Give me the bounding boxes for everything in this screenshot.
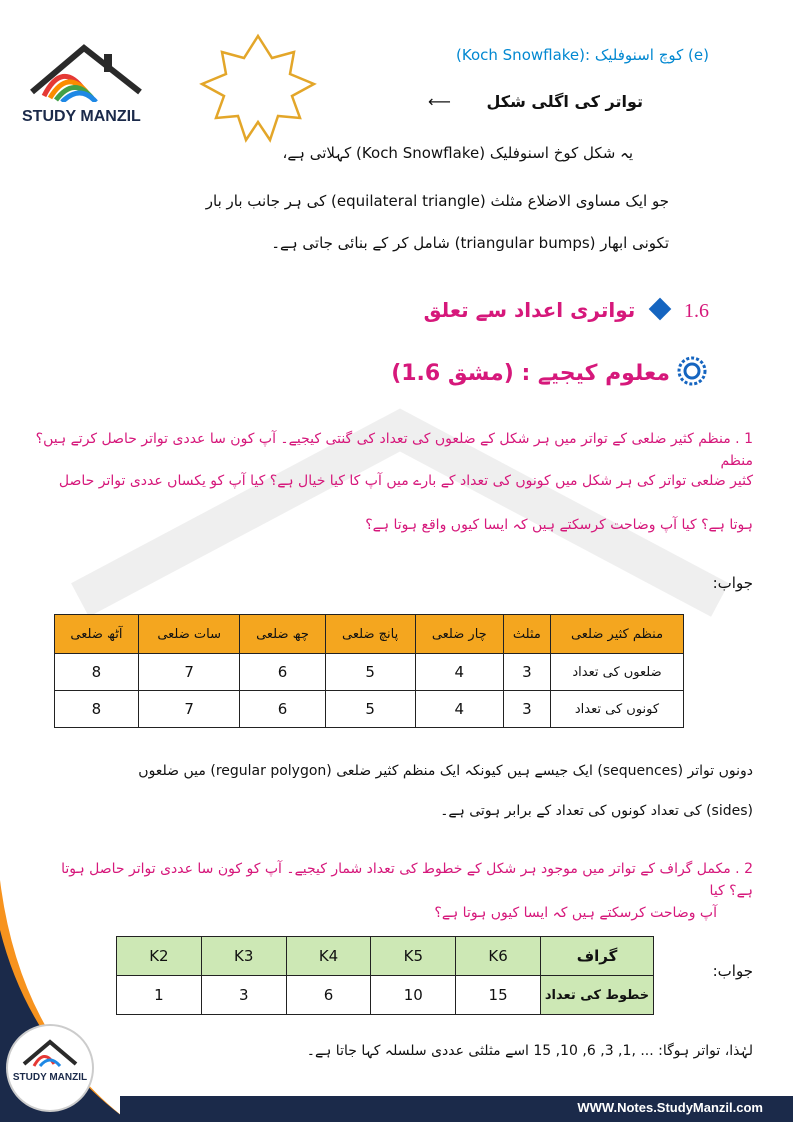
table-cell: 4: [415, 691, 503, 728]
polygon-table-header: [55, 615, 684, 654]
footer-logo: [6, 1024, 94, 1112]
table-cell: 10: [371, 976, 456, 1015]
spiral-icon: [677, 356, 707, 392]
q1-line-1: 1 . منظم کثیر ضلعی کے تواتر میں ہر شکل کے ضلعوں کی تعداد کی گنتی کیجیے۔ آپ کون سا عددی تواتر حاصل کرتے ہیں؟ منظم: [35, 431, 753, 469]
graph-table: [116, 936, 654, 1015]
exercise-heading: [347, 356, 707, 392]
header-cell: مثلث: [503, 615, 550, 654]
brand-name: STUDY MANZIL: [22, 108, 141, 125]
koch-desc-1: یہ شکل کوخ اسنوفلیک (Koch Snowflake) کہلاتی ہے،: [282, 144, 633, 162]
table-cell: 3: [201, 976, 286, 1015]
header-cell: چھ ضلعی: [240, 615, 325, 654]
header-cell: گراف: [541, 937, 654, 976]
row-label: ضلعوں کی تعداد: [551, 654, 684, 691]
q1-conclusion-2: (sides) کی تعداد کونوں کی تعداد کے برابر ہوتی ہے۔: [440, 803, 753, 819]
table-row: [117, 976, 654, 1015]
koch-desc-3: تکونی ابھار (triangular bumps) شامل کر کے بنائی جاتی ہے۔: [271, 234, 669, 252]
row-label: خطوط کی تعداد: [541, 976, 654, 1015]
next-shape-label: تواتر کی اگلی شکل: [486, 92, 643, 111]
table-cell: 3: [503, 654, 550, 691]
logo-house-icon: [20, 1036, 80, 1068]
table-cell: 15: [456, 976, 541, 1015]
koch-snowflake-icon: [186, 30, 330, 158]
table-cell: 7: [138, 654, 240, 691]
table-row: [55, 654, 684, 691]
header-cell: K2: [117, 937, 202, 976]
koch-title: (e) کوچ اسنوفلیک :(Koch Snowflake): [456, 46, 709, 64]
q1-conclusion-1: دونوں تواتر (sequences) ایک جیسے ہیں کیونکہ ایک منظم کثیر ضلعی (regular polygon) میں ضلعوں: [138, 763, 753, 779]
koch-snowflake-figure: [186, 30, 330, 158]
table-cell: 8: [55, 654, 139, 691]
arrow-left-icon: ⟵: [427, 92, 451, 111]
q2-line-2: آپ وضاحت کرسکتے ہیں کہ ایسا کیوں ہوتا ہے؟: [434, 905, 717, 921]
next-shape-row: [383, 92, 643, 111]
table-cell: 6: [240, 691, 325, 728]
header-cell: K5: [371, 937, 456, 976]
table-cell: 4: [415, 654, 503, 691]
diamond-icon: [648, 298, 671, 321]
exercise-title: معلوم کیجیے : (مشق 1.6): [391, 361, 670, 386]
q2-answer-label: جواب:: [712, 962, 753, 980]
section-number: 1.6: [684, 300, 709, 322]
header-cell: پانچ ضلعی: [325, 615, 415, 654]
table-cell: 6: [286, 976, 371, 1015]
table-cell: 1: [117, 976, 202, 1015]
footer-bar: [120, 1096, 793, 1122]
table-cell: 6: [240, 654, 325, 691]
header-cell: K6: [456, 937, 541, 976]
header-cell: آٹھ ضلعی: [55, 615, 139, 654]
brand-logo: [22, 40, 150, 126]
table-cell: 7: [138, 691, 240, 728]
footer-brand-name: STUDY MANZIL: [12, 1072, 88, 1083]
row-label: کونوں کی تعداد: [551, 691, 684, 728]
q1-line-2: کثیر ضلعی تواتر کی ہر شکل میں کونوں کی تعداد کے بارے میں آپ کا کیا خیال ہے؟ کیا آپ کو یکساں عددی تواتر حاصل: [58, 473, 753, 489]
header-cell: K4: [286, 937, 371, 976]
q1-answer-label: جواب:: [712, 574, 753, 592]
q2-line-1: 2 . مکمل گراف کے تواتر میں موجود ہر شکل کے خطوط کی تعداد شمار کیجیے۔ آپ کو کون سا عددی تواتر حاصل ہوتا ہے؟ کیا: [61, 861, 753, 899]
section-title: تواتری اعداد سے تعلق: [423, 298, 636, 322]
graph-table-header: [117, 937, 654, 976]
header-cell: سات ضلعی: [138, 615, 240, 654]
table-cell: 3: [503, 691, 550, 728]
table-cell: 5: [325, 654, 415, 691]
q1-line-3: ہوتا ہے؟ کیا آپ وضاحت کرسکتے ہیں کہ ایسا کیوں واقع ہوتا ہے؟: [365, 517, 753, 533]
q2-conclusion: لہٰذا، تواتر ہوگا: ... ,1, 3, 6, 10, 15 اسے مثلثی عددی سلسلہ کہا جاتا ہے۔: [306, 1043, 753, 1059]
logo-house-icon: [22, 40, 150, 102]
table-row: [55, 691, 684, 728]
table-cell: 5: [325, 691, 415, 728]
section-heading: [409, 298, 709, 323]
header-cell: K3: [201, 937, 286, 976]
table-cell: 8: [55, 691, 139, 728]
koch-desc-2: جو ایک مساوی الاضلاع مثلث (equilateral triangle) کی ہر جانب بار بار: [205, 192, 669, 210]
polygon-table: [54, 614, 684, 728]
header-cell: چار ضلعی: [415, 615, 503, 654]
header-cell: منظم کثیر ضلعی: [551, 615, 684, 654]
footer-url[interactable]: WWW.Notes.StudyManzil.com: [577, 1100, 763, 1115]
